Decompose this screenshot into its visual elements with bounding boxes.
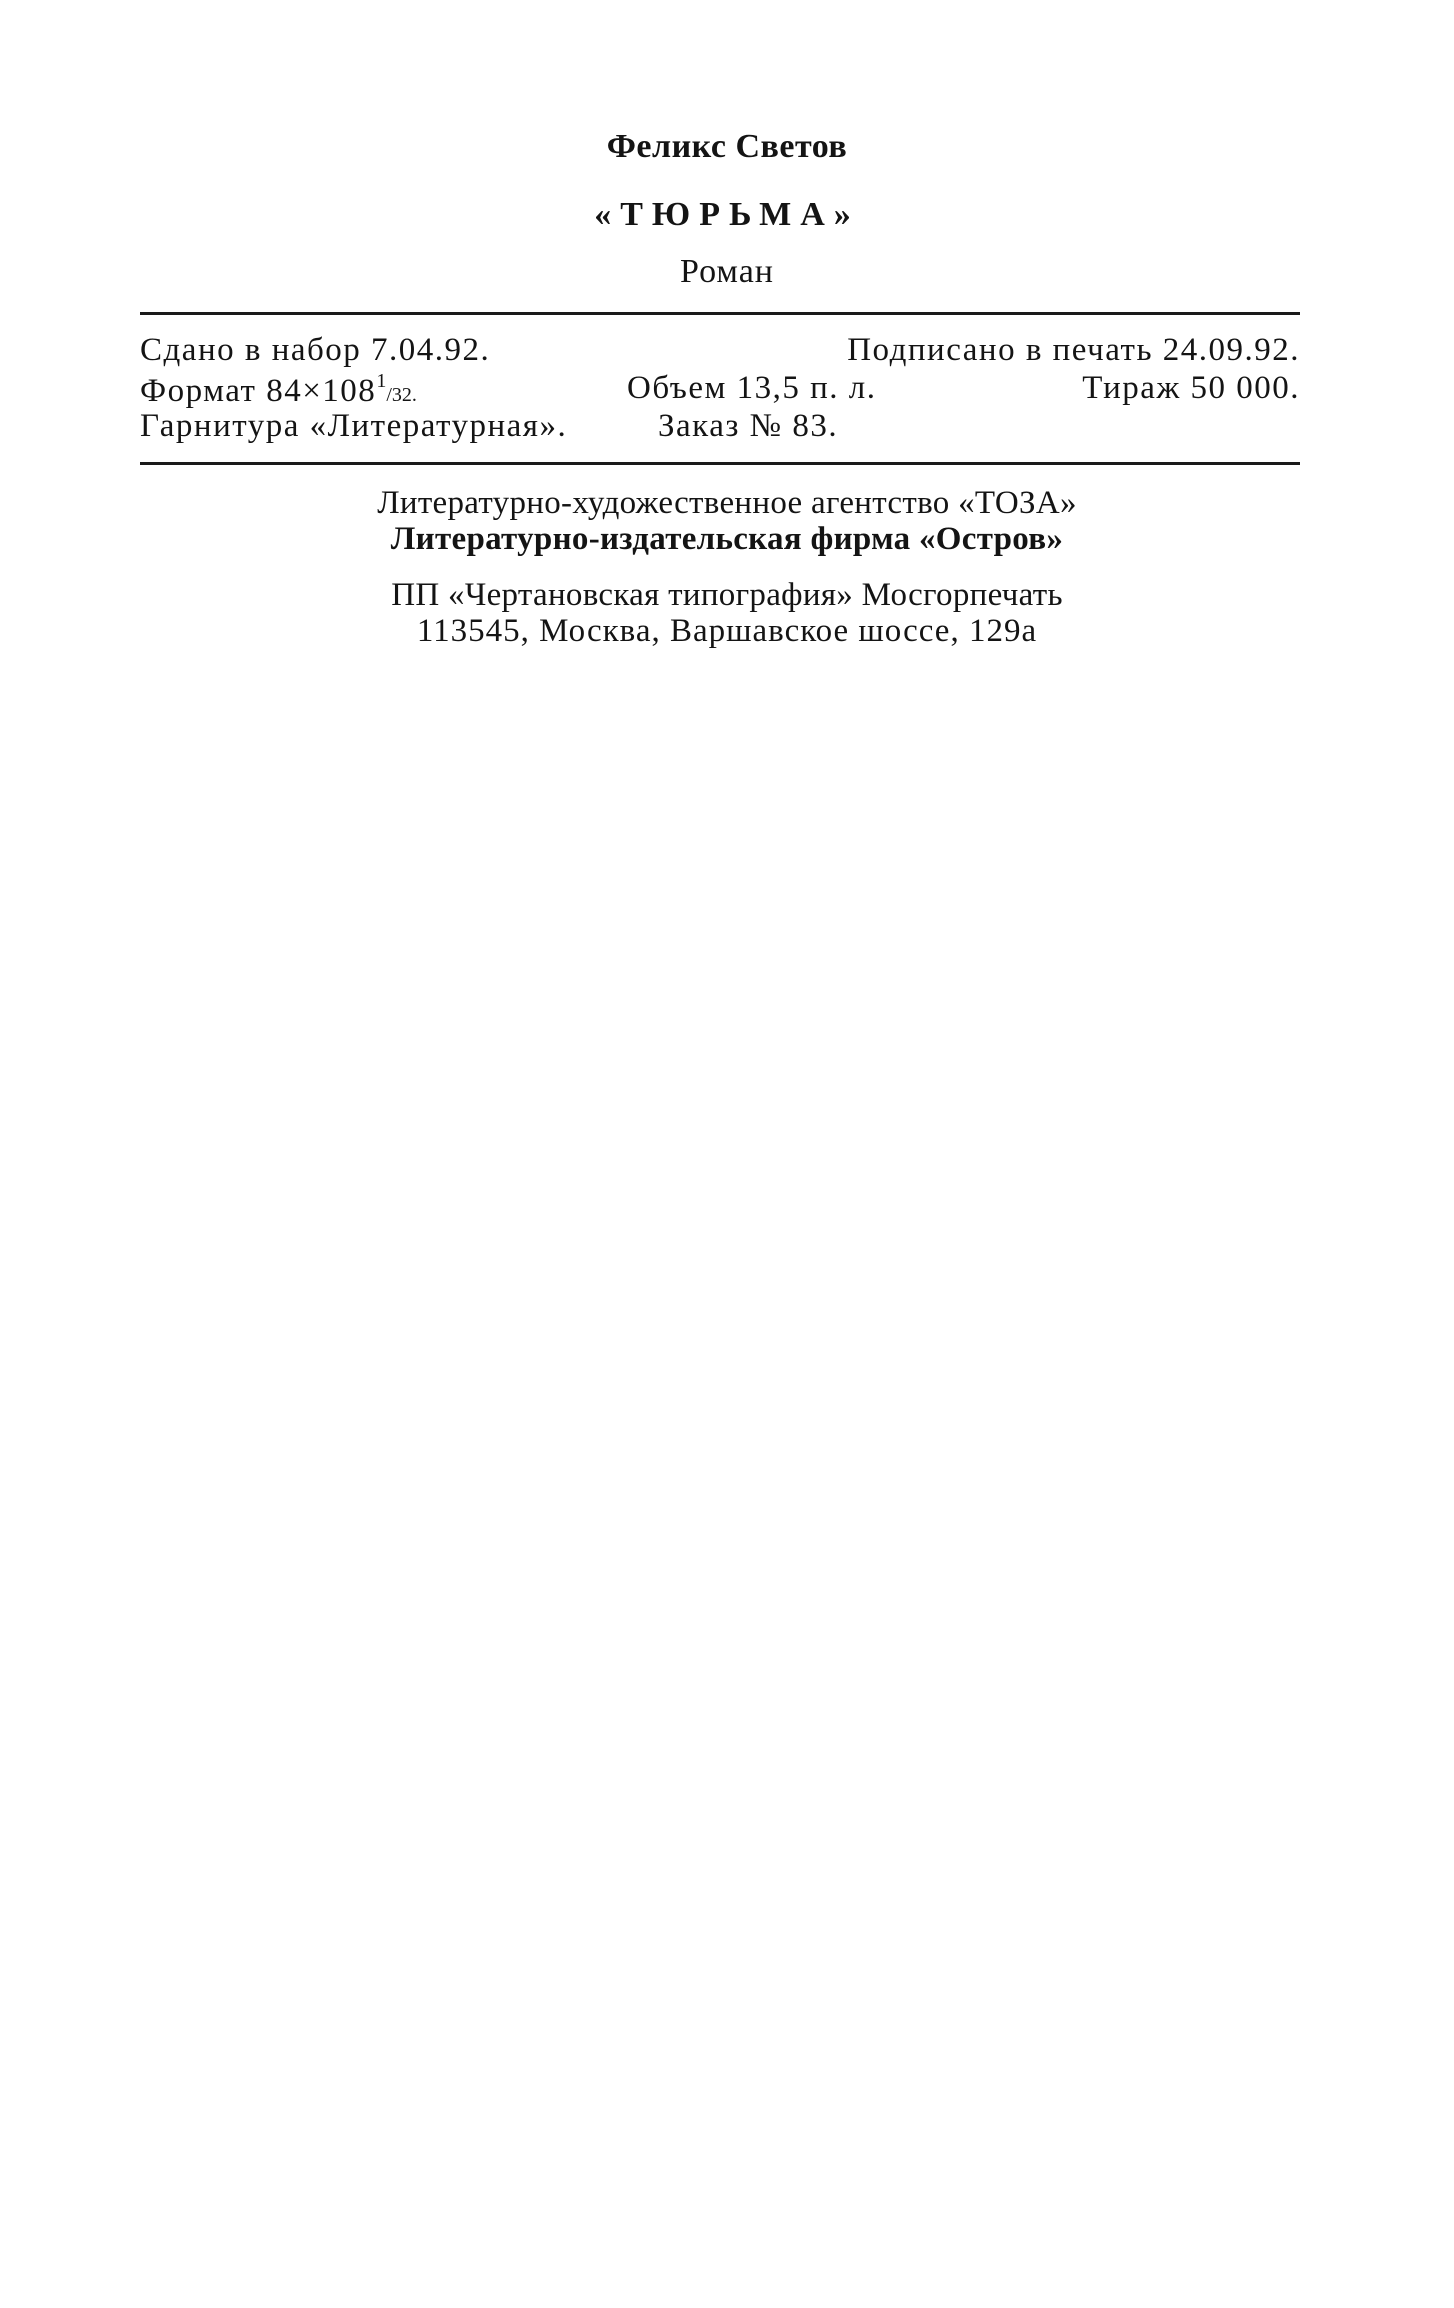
order-info: Заказ № 83. (658, 408, 839, 444)
print-run-info: Тираж 50 000. (1082, 370, 1300, 406)
publisher-firm: Литературно-издательская фирма «Остров» (390, 521, 1064, 557)
volume-info: Объем 13,5 п. л. (627, 370, 877, 406)
format-label: Формат 84×108 (140, 373, 377, 409)
publisher-agency: Литературно-художественное агентство «ТОЗА» (377, 485, 1077, 521)
genre-label: Роман (680, 253, 774, 290)
typeface-info: Гарнитура «Литературная». (140, 408, 568, 444)
format-subscript: /32. (386, 384, 417, 406)
top-divider (140, 312, 1300, 315)
imprint-row-typeface (140, 408, 1300, 452)
printer-address: 113545, Москва, Варшавское шоссе, 129а (416, 613, 1038, 649)
format-info (140, 370, 417, 410)
book-title: «ТЮРЬМА» (594, 196, 860, 233)
signed-for-print: Подписано в печать 24.09.92. (847, 332, 1300, 368)
sent-to-typesetting: Сдано в набор 7.04.92. (140, 332, 491, 368)
bottom-divider (140, 462, 1300, 465)
printer-name: ПП «Чертановская типография» Мосгорпечать (391, 577, 1063, 613)
author-name: Феликс Светов (606, 128, 848, 165)
format-superscript: 1 (376, 370, 387, 392)
